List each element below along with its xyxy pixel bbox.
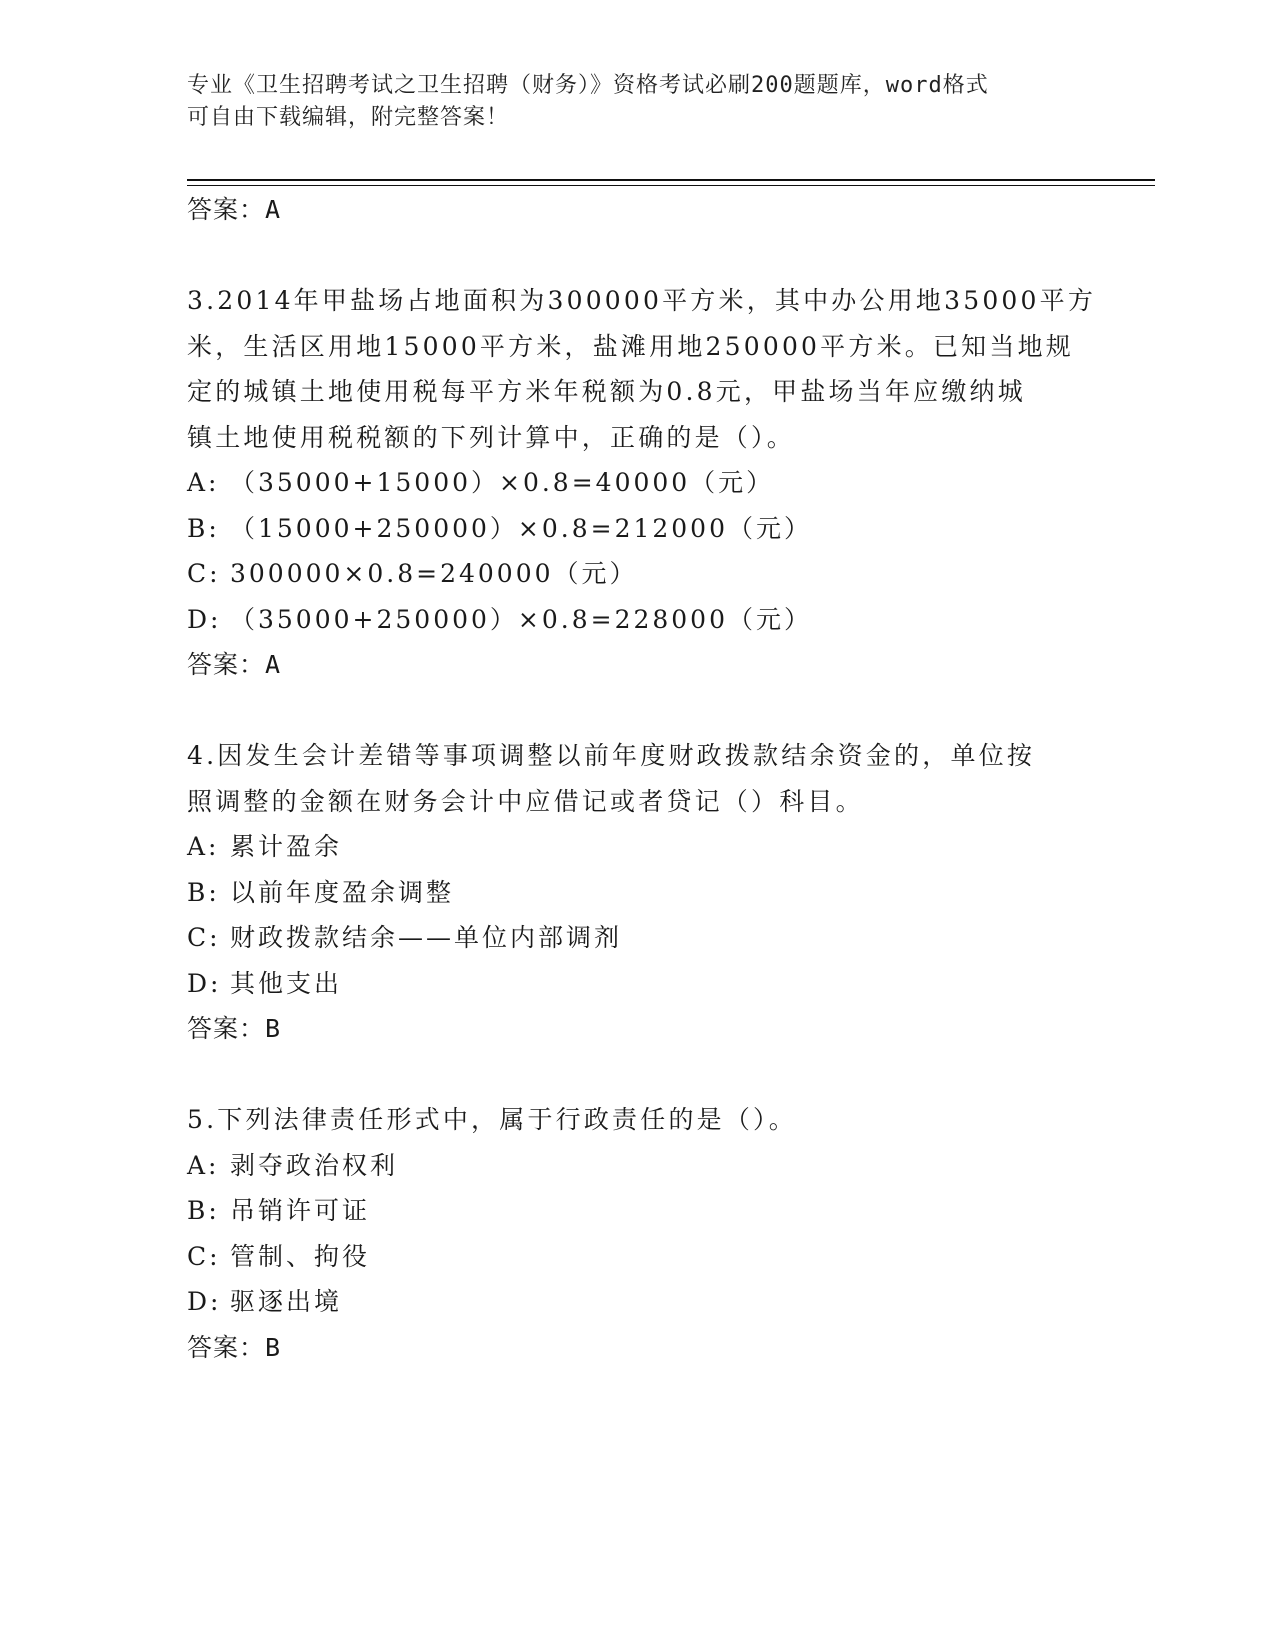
header-divider-thick bbox=[187, 179, 1155, 181]
option-text: 剥夺政治权利 bbox=[230, 1150, 399, 1180]
option-key: B: bbox=[187, 877, 220, 907]
question-stem: 4.因发生会计差错等事项调整以前年度财政拨款结余资金的，单位按 bbox=[187, 741, 1036, 770]
option-key: C: bbox=[187, 559, 221, 588]
spacer bbox=[187, 688, 1087, 733]
question-block bbox=[187, 733, 1087, 1052]
question-stem: 照调整的金额在财务会计中应借记或者贷记（）科目。 bbox=[187, 786, 864, 816]
option-key: D: bbox=[187, 1287, 222, 1316]
option-c bbox=[187, 551, 1087, 597]
header-title-line-2: 可自由下载编辑，附完整答案！ bbox=[187, 105, 510, 130]
question-stem: 定的城镇土地使用税每平方米年税额为0.8元，甲盐场当年应缴纳城 bbox=[187, 377, 1026, 406]
document-header bbox=[187, 70, 1067, 134]
option-b bbox=[187, 870, 1087, 916]
option-key: D: bbox=[187, 604, 222, 634]
question-stem: 5.下列法律责任形式中，属于行政责任的是（）。 bbox=[187, 1105, 797, 1134]
option-text: 财政拨款结余——单位内部调剂 bbox=[230, 923, 623, 952]
option-text: 吊销许可证 bbox=[230, 1196, 371, 1225]
option-d bbox=[187, 961, 1087, 1007]
option-text: （15000+250000）×0.8=212000（元） bbox=[230, 513, 812, 543]
option-a bbox=[187, 824, 1087, 870]
option-text: 管制、拘役 bbox=[230, 1241, 371, 1271]
question-block bbox=[187, 278, 1097, 688]
spacer bbox=[187, 1052, 1087, 1097]
option-key: D: bbox=[187, 968, 222, 998]
option-c bbox=[187, 915, 1087, 961]
option-text: 累计盈余 bbox=[230, 832, 343, 861]
question-answer: 答案：B bbox=[187, 1332, 282, 1362]
option-text: 300000×0.8=240000（元） bbox=[230, 559, 638, 588]
question-answer: 答案：B bbox=[187, 1014, 282, 1043]
option-key: C: bbox=[187, 1241, 221, 1271]
option-key: A: bbox=[187, 832, 220, 861]
option-key: A: bbox=[187, 1150, 220, 1180]
option-c bbox=[187, 1234, 1087, 1280]
previous-answer: 答案：A bbox=[187, 195, 282, 224]
option-d bbox=[187, 1279, 1087, 1325]
question-block bbox=[187, 1097, 1087, 1371]
option-text: 以前年度盈余调整 bbox=[230, 877, 455, 907]
header-divider-thin bbox=[187, 185, 1155, 186]
option-key: B: bbox=[187, 1196, 220, 1225]
question-answer: 答案：A bbox=[187, 650, 282, 679]
option-text: 其他支出 bbox=[230, 968, 343, 998]
spacer bbox=[187, 233, 1087, 278]
option-key: C: bbox=[187, 923, 221, 952]
question-stem: 米，生活区用地15000平方米，盐滩用地250000平方米。已知当地规 bbox=[187, 331, 1074, 361]
question-stem: 3.2014年甲盐场占地面积为300000平方米，其中办公用地35000平方 bbox=[187, 286, 1097, 315]
option-a bbox=[187, 460, 1087, 506]
option-a bbox=[187, 1143, 1087, 1189]
option-text: （35000+15000）×0.8=40000（元） bbox=[230, 468, 775, 497]
option-key: B: bbox=[187, 513, 220, 543]
option-text: 驱逐出境 bbox=[230, 1287, 343, 1316]
option-b bbox=[187, 506, 1087, 552]
option-d bbox=[187, 597, 1087, 643]
option-text: （35000+250000）×0.8=228000（元） bbox=[230, 604, 812, 634]
option-key: A: bbox=[187, 468, 220, 497]
header-title-line-1: 专业《卫生招聘考试之卫生招聘（财务）》资格考试必刷200题题库，word格式 bbox=[187, 73, 989, 98]
option-b bbox=[187, 1188, 1087, 1234]
question-stem: 镇土地使用税税额的下列计算中，正确的是（）。 bbox=[187, 422, 795, 452]
document-body bbox=[187, 187, 1097, 1371]
